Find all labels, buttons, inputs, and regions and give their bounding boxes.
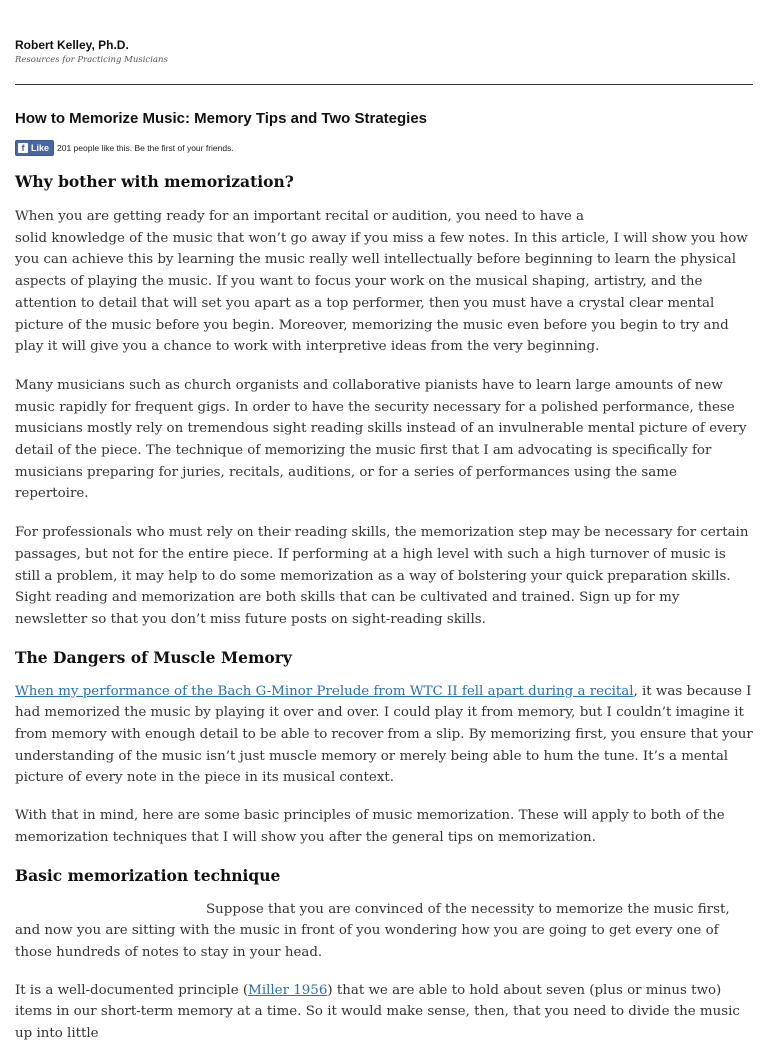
- section-heading-why: Why bother with memorization?: [15, 172, 294, 191]
- section-heading-dangers: The Dangers of Muscle Memory: [15, 647, 292, 667]
- article-content: [15, 170, 753, 1045]
- paragraph: [15, 681, 753, 790]
- paragraph-text: ) that we are able to hold about seven (plus or minus two) items in our short-term memory at a time. So it would make sense, then, that you need to divide the music up into little: [15, 982, 740, 1042]
- paragraph: With that in mind, here are some basic principles of music memorization. These will apply to both of the memorization techniques that I will show you after the general tips on memorization.: [15, 808, 725, 845]
- like-count-text: 201 people like this. Be the first of your friends.: [57, 143, 234, 153]
- site-tagline: Resources for Practicing Musicians: [15, 55, 168, 65]
- like-button-label: Like: [31, 143, 50, 153]
- paragraph: For professionals who must rely on their reading skills, the memorization step may be necessary for certain passages, but not for the entire piece. If performing at a high level with such a high turnover of music is still a problem, it may help to do some memorization as a way of bolstering your quick preparation skills. Sight reading and memorization are both skills that can be cultivated and trained. Sign up for my newsletter so that you don’t miss future posts on sight-reading skills.: [15, 525, 749, 627]
- paragraph-text: It is a well-documented principle (: [15, 982, 249, 998]
- miller-1956-link[interactable]: Miller 1956: [248, 982, 328, 998]
- section-heading-basic: Basic memorization technique: [15, 865, 281, 885]
- facebook-like-button[interactable]: [15, 140, 54, 156]
- paragraph: [15, 980, 753, 1045]
- site-header: [15, 38, 168, 65]
- paragraph-text: solid knowledge of the music that won’t go away if you miss a few notes. In this article, I will show you how you can achieve this by learning the music really well intellectually before beginning to learn the physical aspects of playing the music. If you want to focus your work on the musical shaping, artistry, and the attention to detail that will set you apart as a top performer, then you must have a crystal clear mental picture of the music before you begin. Moreover, memorizing the music even before you begin to try and play it will give you a chance to work with interpretive ideas from the very beginning.: [15, 230, 748, 355]
- paragraph: Many musicians such as church organists and collaborative pianists have to learn large amounts of new music rapidly for frequent gigs. In order to have the security necessary for a polished performance, these musicians mostly rely on tremendous sight reading skills instead of an invulnerable mental picture of every detail of the piece. The technique of memorizing the music first that I am advocating is specifically for musicians preparing for juries, recitals, auditions, or for a series of performances using the same repertoire.: [15, 377, 747, 502]
- facebook-like-widget: [15, 140, 234, 156]
- facebook-icon: f: [18, 143, 28, 153]
- bach-recital-link[interactable]: When my performance of the Bach G-Minor Prelude from WTC II fell apart during a recital: [15, 683, 634, 699]
- paragraph: Suppose that you are convinced of the necessity to memorize the music first, and now you are sitting with the music in front of you wondering how you are going to get every one of those hundreds of notes to stay in your head.: [15, 901, 730, 960]
- post-title: How to Memorize Music: Memory Tips and Two Strategies: [15, 110, 428, 127]
- paragraph-line: When you are getting ready for an important recital or audition, you need to have a: [15, 209, 585, 224]
- header-divider: [15, 84, 753, 85]
- site-title[interactable]: Robert Kelley, Ph.D.: [15, 38, 129, 52]
- paragraph: [15, 206, 753, 358]
- paragraph-text: , it was because I had memorized the music by playing it over and over. I could play it from memory, but I couldn’t imagine it from memory with enough detail to be able to recover from a slip. By memorizing first, you ensure that your understanding of the music isn’t just muscle memory or merely being able to hum the tune. It’s a mental picture of every note in the piece in its musical context.: [15, 683, 753, 786]
